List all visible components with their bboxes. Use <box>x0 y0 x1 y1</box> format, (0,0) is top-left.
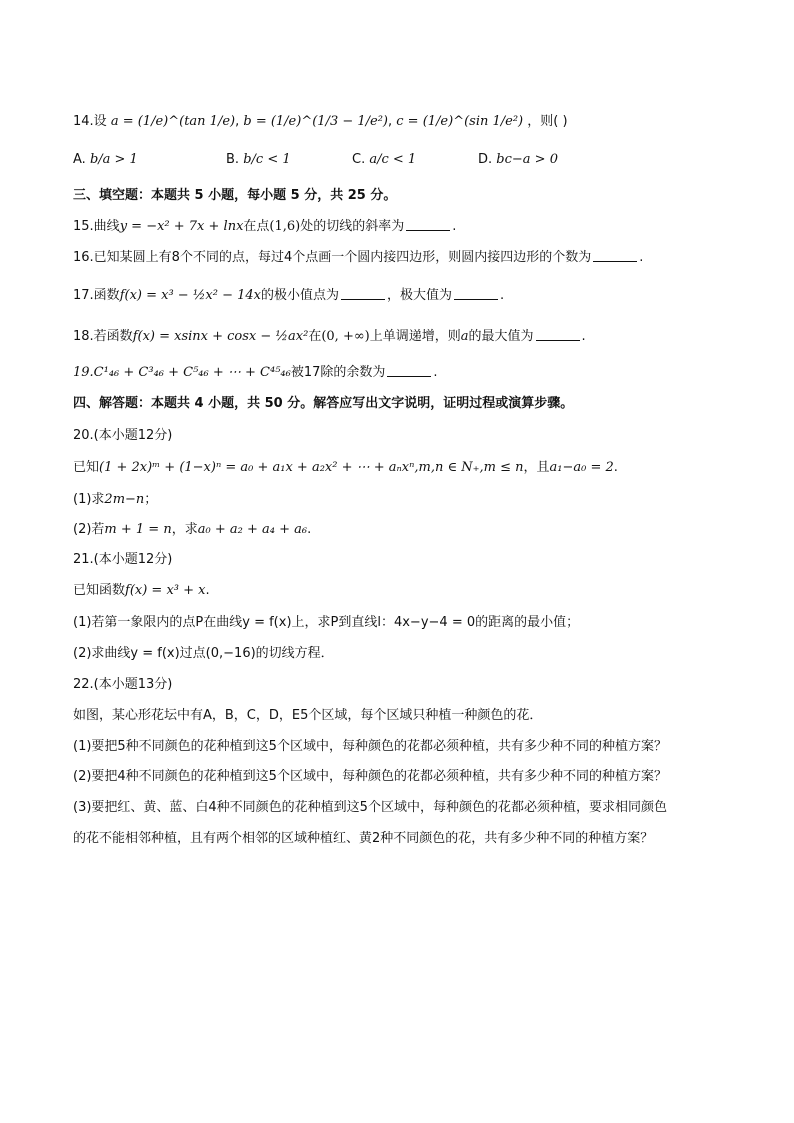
q14-c-expr: c = (1/e)^(sin 1/e²) <box>396 114 524 129</box>
q20-p1-expr: 2m−n <box>104 492 145 507</box>
q18-post2: 的最大值为 <box>468 329 534 344</box>
q20-stem-cond: a₁−a₀ = 2 <box>549 460 614 475</box>
q17-expr: f(x) = x³ − ½x² − 14x <box>119 288 262 303</box>
option-label: A. <box>73 152 86 167</box>
q18-expr: f(x) = xsinx + cosx − ½ax² <box>132 329 309 344</box>
q15-mid: 在点 <box>243 219 270 234</box>
q20-p2-expr2: a₀ + a₂ + a₄ + a₆ <box>197 522 308 537</box>
q17-pre: 17.函数 <box>73 288 120 303</box>
q20-p2-expr: m + 1 = n <box>104 522 172 537</box>
answer-blank <box>536 328 580 341</box>
q20-stem: 已知(1 + 2x)ᵐ + (1−x)ⁿ = a₀ + a₁x + a₂x² + ⋯ + aₙxⁿ,m,n ∈ N₊,m ≤ n，且a₁−a₀ = 2. <box>73 460 618 475</box>
q20-part-2: (2)若m + 1 = n，求a₀ + a₂ + a₄ + a₆. <box>73 522 312 537</box>
section-3-heading: 三、填空题：本题共 5 小题，每小题 5 分，共 25 分。 <box>73 188 397 203</box>
q22-stem: 如图，某心形花坛中有A，B，C，D，E5个区域，每个区域只种植一种颜色的花． <box>73 708 543 723</box>
answer-blank <box>593 249 637 262</box>
q15-point: (1,6) <box>269 219 301 234</box>
q22-part-1: (1)要把5种不同颜色的花种植到这5个区域中，每种颜色的花都必须种植，共有多少种不同的种植方案？ <box>73 739 667 754</box>
option-expr: b/c < 1 <box>243 152 291 167</box>
answer-blank <box>387 364 431 377</box>
q17-mid: 的极小值点为 <box>261 288 340 303</box>
q18-mid: 在 <box>308 329 322 344</box>
q18-post: 上单调递增，则 <box>369 329 461 344</box>
answer-blank <box>406 218 450 231</box>
q22-part-2: (2)要把4种不同颜色的花种植到这5个区域中，每种颜色的花都必须种植，共有多少种不同的种植方案？ <box>73 769 667 784</box>
question-18: 18.若函数f(x) = xsinx + cosx − ½ax²在(0, +∞)上单调递增，则a的最大值为 . <box>73 329 586 344</box>
q20-stem-pre: 已知 <box>73 460 100 475</box>
q14-a-expr: a = (1/e)^(tan 1/e) <box>110 114 236 129</box>
q19-expr: 19.C¹₄₆ + C³₄₆ + C⁵₄₆ + ⋯ + C⁴⁵₄₆ <box>73 365 291 380</box>
q22-heading: 22.(本小题13分) <box>73 677 173 692</box>
q14-suffix: ，则( ) <box>527 114 568 129</box>
q17-mid2: ，极大值为 <box>387 288 453 303</box>
q19-post: 被17除的余数为 <box>290 365 386 380</box>
q20-p2-mid: ，求 <box>171 522 198 537</box>
q15-pre: 15.曲线 <box>73 219 120 234</box>
option-expr: b/a > 1 <box>89 152 138 167</box>
q16-text: 16.已知某圆上有8个不同的点，每过4个点画一个圆内接四边形，则圆内接四边形的个数为 <box>73 250 592 265</box>
q20-p1-post: ； <box>144 492 158 507</box>
question-17: 17.函数f(x) = x³ − ½x² − 14x的极小值点为 ，极大值为 . <box>73 288 505 303</box>
q20-stem-mid: ，且 <box>523 460 550 475</box>
option-expr: a/c < 1 <box>369 152 417 167</box>
option-label: C. <box>352 152 366 167</box>
q21-stem: 已知函数f(x) = x³ + x. <box>73 583 210 598</box>
q22-part-3b: 的花不能相邻种植，且有两个相邻的区域种植红、黄2种不同颜色的花，共有多少种不同的种植方案？ <box>73 831 654 846</box>
q14-option-c <box>352 150 416 170</box>
q20-heading: 20.(本小题12分) <box>73 428 173 443</box>
q14-b-expr: b = (1/e)^(1/3 − 1/e²) <box>243 114 388 129</box>
q14-prefix: 14.设 <box>73 114 107 129</box>
question-14: 14.设 a = (1/e)^(tan 1/e), b = (1/e)^(1/3 − 1/e²), c = (1/e)^(sin 1/e²) ，则( ) <box>73 114 568 129</box>
q20-p1-pre: (1)求 <box>73 492 105 507</box>
q21-stem-expr: f(x) = x³ + x <box>125 583 206 598</box>
option-expr: bc−a > 0 <box>496 152 558 167</box>
answer-blank <box>341 287 385 300</box>
q21-stem-pre: 已知函数 <box>73 583 126 598</box>
q20-stem-expr: (1 + 2x)ᵐ + (1−x)ⁿ = a₀ + a₁x + a₂x² + ⋯ + aₙxⁿ,m,n ∈ N₊,m ≤ n <box>99 460 524 475</box>
q21-part-2: (2)求曲线y = f(x)过点(0,−16)的切线方程． <box>73 646 334 661</box>
option-label: B. <box>226 152 240 167</box>
q18-interval: (0, +∞) <box>321 329 370 344</box>
q14-option-d <box>478 150 558 170</box>
q15-post: 处的切线的斜率为 <box>300 219 405 234</box>
q21-part-1: (1)若第一象限内的点P在曲线y = f(x)上，求P到直线l：4x−y−4 = 0的距离的最小值； <box>73 615 580 630</box>
q21-heading: 21.(本小题12分) <box>73 552 173 567</box>
q20-part-1 <box>73 490 157 510</box>
question-16: 16.已知某圆上有8个不同的点，每过4个点画一个圆内接四边形，则圆内接四边形的个数为 . <box>73 250 644 265</box>
q18-var: a <box>460 329 469 344</box>
question-19: 19.C¹₄₆ + C³₄₆ + C⁵₄₆ + ⋯ + C⁴⁵₄₆被17除的余数为 . <box>73 365 438 380</box>
q15-expr: y = −x² + 7x + lnx <box>119 219 244 234</box>
q14-option-b <box>226 150 291 170</box>
q20-p2-pre: (2)若 <box>73 522 105 537</box>
option-label: D. <box>478 152 493 167</box>
q18-pre: 18.若函数 <box>73 329 133 344</box>
answer-blank <box>454 287 498 300</box>
q14-option-a <box>73 150 138 170</box>
question-15: 15.曲线y = −x² + 7x + lnx在点(1,6)处的切线的斜率为 . <box>73 219 457 234</box>
section-4-heading: 四、解答题：本题共 4 小题，共 50 分。解答应写出文字说明，证明过程或演算步骤。 <box>73 396 574 411</box>
q22-part-3a: (3)要把红、黄、蓝、白4种不同颜色的花种植到这5个区域中，每种颜色的花都必须种植，要求相同颜色 <box>73 800 667 815</box>
